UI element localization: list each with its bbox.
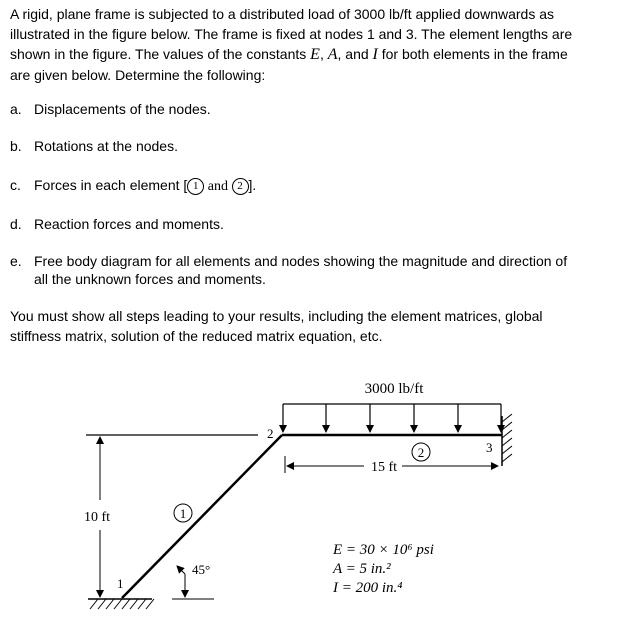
intro-line-2: illustrated in the figure below. The frame is fixed at nodes 1 and 3. The element lengths are	[10, 26, 573, 42]
constant-a: A	[327, 46, 338, 63]
svg-text:1: 1	[179, 506, 187, 521]
node-1-label: 1	[117, 576, 124, 591]
intro-line-3: shown in the figure. The values of the constants E, A, and I for both elements in the frame	[10, 46, 568, 63]
element-2-marker: 2	[232, 178, 249, 195]
angle-label: 45°	[192, 562, 211, 577]
intro-line-4: are given below. Determine the following:	[10, 67, 266, 83]
element-1-marker: 1	[187, 178, 204, 195]
instructions	[10, 306, 610, 346]
element-1-circle	[174, 504, 192, 522]
fixed-support-node-1	[88, 599, 154, 609]
element-2-circle	[412, 443, 430, 461]
node-3-label: 3	[486, 440, 493, 455]
intro-line-1: A rigid, plane frame is subjected to a distributed load of 3000 lb/ft applied downwards as	[10, 6, 554, 22]
length-15ft-label: 15 ft	[370, 460, 398, 475]
property-a: A = 5 in.²	[333, 561, 391, 577]
node-2-label: 2	[267, 426, 274, 441]
property-i: I = 200 in.⁴	[333, 580, 403, 596]
instructions-line-2: stiffness matrix, solution of the reduced matrix equation, etc.	[10, 328, 383, 344]
load-label: 3000 lb/ft	[364, 381, 424, 397]
instructions-line-1: You must show all steps leading to your results, including the element matrices, global	[10, 308, 543, 324]
frame-figure	[0, 360, 624, 630]
fixed-support-node-3	[502, 414, 512, 466]
length-10ft-label: 10 ft	[84, 510, 111, 525]
distributed-load	[283, 404, 501, 432]
problem-statement	[10, 4, 610, 85]
constant-e: E	[310, 46, 320, 63]
constant-i: I	[372, 46, 378, 63]
property-e: E = 30 × 10⁶ psi	[333, 542, 434, 558]
svg-text:2: 2	[417, 445, 425, 460]
